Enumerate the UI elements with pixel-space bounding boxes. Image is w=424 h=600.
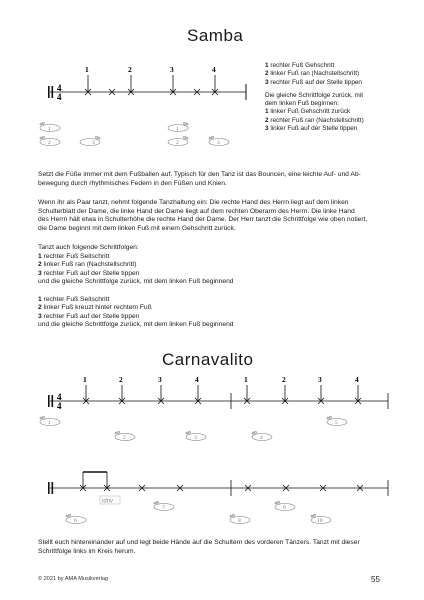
carnavalito-title: Carnavalito — [162, 350, 254, 369]
footprint-label: 4 — [260, 435, 263, 441]
carnavalito-instruction: Stellt euch hintereinander auf und legt beide Hände auf die Schultern des vorderen Tänzers. Tanzt mit dieser Schrittfolge links im Kreis herum. — [38, 539, 360, 555]
legend-line: dem linken Fuß beginnen: — [265, 100, 339, 108]
footprint-icon — [230, 514, 250, 524]
legend-line: 1 linker Fuß Gehschritt zurück — [265, 108, 351, 116]
samba-step-number: 2 — [128, 65, 132, 74]
dance-hold-paragraph: Wenn ihr als Paar tanzt, nehmt folgende Tanzhaltung ein: Die rechte Hand des Herrn liegt auf dem linken Schulterblatt der Dame, die linke Hand der Dame liegt auf dem rechten Oberarm des Herrn. Die linke Hand des Herrn hält etwa in Schulterhöhe die rechte Hand der Dame. Der Herr tanzt die Schrittfolge wie oben notiert, die Dame beginnt mit dem linken Fuß mit einem Gehschritt zurück. — [38, 199, 368, 232]
list-item: 2 linker Fuß ran (Nachstellschritt) — [38, 261, 137, 269]
footprint-label: 10 — [317, 518, 323, 524]
footprint-label: 5 — [335, 420, 338, 426]
list-item: und die gleiche Schrittfolge zurück, mit dem linken Fuß beginnend — [38, 321, 234, 329]
footprint-label: 3 — [194, 435, 197, 441]
carnavalito-step-number: 3 — [158, 375, 162, 384]
list-item: 3 rechter Fuß auf der Stelle tippen — [38, 312, 140, 320]
carnavalito-step-number: 4 — [195, 375, 199, 384]
page-number: 55 — [371, 575, 380, 584]
footprint-label: 1 — [176, 126, 179, 132]
footprint-icon — [275, 501, 295, 511]
watermark-text: idnv — [102, 498, 114, 505]
list-item: 2 linker Fuß kreuzt hinter rechtem Fuß — [38, 304, 152, 312]
list-item: 3 rechter Fuß auf der Stelle tippen — [38, 269, 140, 277]
intro-paragraph: Setzt die Füße immer mit dem Fußballen auf. Typisch für den Tanz ist das Bouncen, eine leichte Auf- und Ab- bewegung durch rhythmisches Federn in den Füßen und Knien. — [38, 171, 361, 187]
legend-line: 3 linker Fuß auf der Stelle tippen — [265, 125, 358, 133]
footprint-icon — [154, 501, 174, 511]
carnavalito-step-number: 2 — [282, 375, 286, 384]
legend-line: Die gleiche Schrittfolge zurück, mit — [265, 91, 364, 99]
carnavalito-staff-line-2 — [50, 480, 388, 496]
carnavalito-step-number: 3 — [318, 375, 322, 384]
time-signature-bottom: 4 — [57, 401, 62, 411]
list-intro: Tanzt auch folgende Schrittfolgen: — [38, 244, 139, 251]
footprint-icon — [115, 431, 135, 441]
footprint-label: 3 — [217, 140, 220, 146]
list-item: und die gleiche Schrittfolge zurück, mit dem linken Fuß beginnend — [38, 278, 234, 286]
footprint-icon — [311, 514, 331, 524]
samba-step-number: 3 — [170, 65, 174, 74]
footprint-label: 6 — [74, 518, 77, 524]
legend-line: 2 rechter Fuß ran (Nachstellschritt) — [265, 116, 364, 124]
carnavalito-step-number: 1 — [244, 375, 248, 384]
time-signature — [57, 392, 62, 411]
footprint-label: 2 — [123, 435, 126, 441]
footprint-label: 9 — [283, 505, 286, 511]
time-signature-top: 4 — [57, 83, 62, 93]
time-signature-top: 4 — [57, 392, 62, 402]
footprint-icon — [66, 514, 86, 524]
footprint-label: 3 — [92, 140, 95, 146]
footprint-label: 8 — [238, 518, 241, 524]
legend-line: 2 linker Fuß ran (Nachstellschritt) — [265, 70, 360, 78]
legend-line: 3 rechter Fuß auf der Stelle tippen — [265, 78, 362, 86]
footprint-label: 7 — [162, 505, 165, 511]
time-signature-bottom: 4 — [57, 92, 62, 102]
footprint-label: 2 — [176, 140, 179, 146]
carnavalito-staff-line — [50, 393, 388, 409]
copyright-notice: © 2021 by AMA Musikverlag — [38, 576, 109, 582]
footprint-icon — [40, 416, 60, 426]
samba-step-number: 4 — [212, 65, 216, 74]
carnavalito-step-number: 2 — [119, 375, 123, 384]
footprint-icon — [252, 431, 272, 441]
footprint-icon — [327, 416, 347, 426]
list-item: 1 rechter Fuß Seitschritt — [38, 295, 110, 303]
carnavalito-step-number: 4 — [355, 375, 359, 384]
watermark-logo — [100, 496, 120, 505]
legend-line: 1 rechter Fuß Gehschritt — [265, 62, 335, 69]
samba-title: Samba — [187, 26, 244, 45]
footprint-label: 1 — [48, 420, 51, 426]
footprint-label: 2 — [48, 140, 51, 146]
footprint-label: 1 — [48, 126, 51, 132]
carnavalito-step-number: 1 — [83, 375, 87, 384]
list-item: 1 rechter Fuß Seitschritt — [38, 252, 110, 260]
footprint-icon — [186, 431, 206, 441]
samba-step-number: 1 — [85, 65, 89, 74]
